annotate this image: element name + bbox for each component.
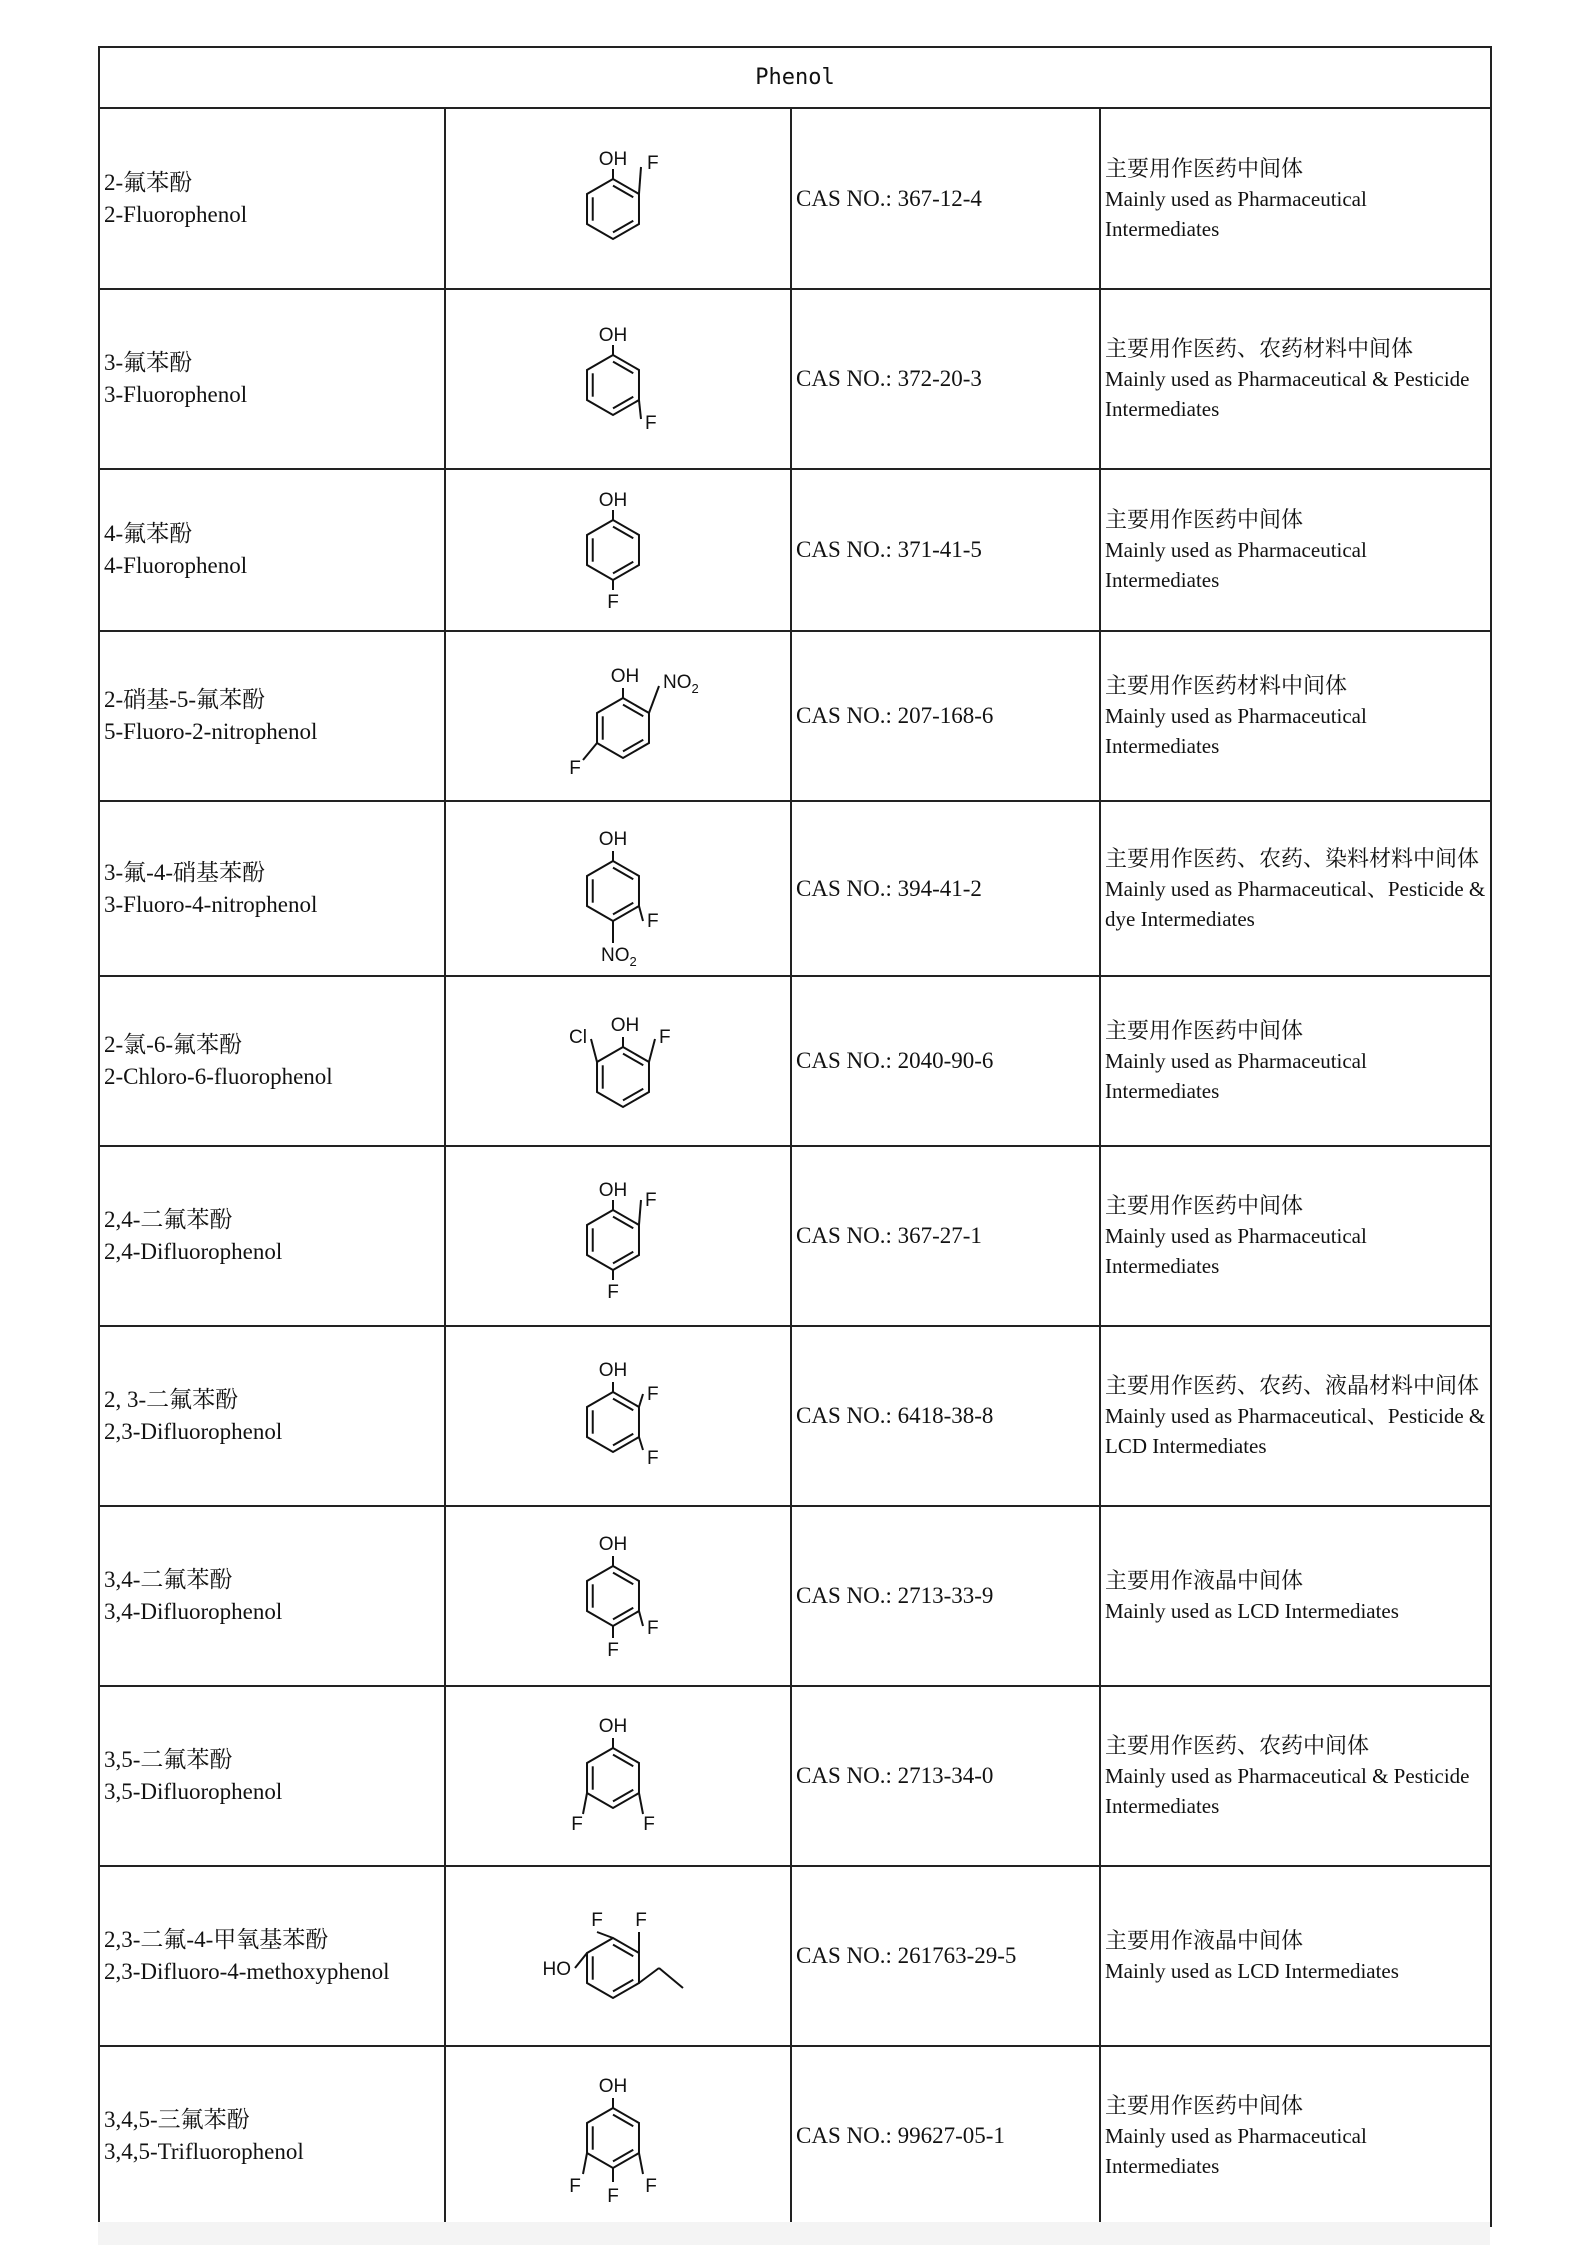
compound-name-cn: 3,5-二氟苯酚 bbox=[104, 1747, 233, 1772]
compound-name-en: 2-Chloro-6-fluorophenol bbox=[104, 1064, 333, 1089]
fluoro-label: F bbox=[591, 1910, 603, 1931]
chemical-structure-image bbox=[513, 299, 723, 459]
usage-cell bbox=[1100, 1326, 1491, 1506]
hydroxyl-label: OH bbox=[598, 2076, 628, 2097]
usage-cn: 主要用作医药、农药材料中间体 bbox=[1105, 336, 1414, 361]
compound-name-cell bbox=[99, 976, 445, 1146]
usage-en: Mainly used as Pharmaceutical Intermediates bbox=[1105, 538, 1367, 592]
hydroxyl-label: HO bbox=[542, 1959, 571, 1980]
compound-name-cn: 3,4,5-三氟苯酚 bbox=[104, 2107, 250, 2132]
structure-cell bbox=[445, 469, 791, 631]
hydroxyl-label: OH bbox=[598, 1716, 628, 1737]
hydroxyl-label: OH bbox=[598, 828, 628, 850]
hydroxyl-label: OH bbox=[598, 325, 628, 346]
usage-en: Mainly used as Pharmaceutical & Pesticide Intermediates bbox=[1105, 1764, 1470, 1818]
chemical-structure-image bbox=[513, 1336, 723, 1496]
chemical-structure-image bbox=[513, 1516, 723, 1676]
hydroxyl-label: OH bbox=[610, 666, 640, 687]
fluoro-label: F bbox=[645, 1190, 657, 1211]
compound-name-en: 3,4,5-Trifluorophenol bbox=[104, 2139, 304, 2164]
phenol-catalog-table bbox=[98, 46, 1492, 2227]
cas-number: CAS NO.: 372-20-3 bbox=[791, 289, 1100, 469]
fluoro-label: F bbox=[647, 910, 659, 932]
hydroxyl-label: OH bbox=[610, 1015, 640, 1036]
chemical-structure-image bbox=[513, 1156, 723, 1316]
usage-en: Mainly used as Pharmaceutical Intermediates bbox=[1105, 186, 1367, 241]
hydroxyl-label: OH bbox=[598, 1534, 628, 1555]
fluoro-label: F bbox=[647, 1448, 659, 1469]
fluoro-label: F bbox=[647, 1618, 659, 1639]
compound-name-cn: 3,4-二氟苯酚 bbox=[104, 1567, 233, 1592]
hydroxyl-label: OH bbox=[598, 1180, 628, 1201]
compound-name-cn: 4-氟苯酚 bbox=[104, 521, 193, 546]
table-row bbox=[99, 469, 1491, 631]
usage-en: Mainly used as LCD Intermediates bbox=[1105, 1959, 1399, 1983]
usage-cn: 主要用作医药、农药、液晶材料中间体 bbox=[1105, 1373, 1480, 1398]
compound-name-cell bbox=[99, 1686, 445, 1866]
structure-cell bbox=[445, 1866, 791, 2046]
page-bottom-shade bbox=[98, 2222, 1490, 2245]
table-row bbox=[99, 801, 1491, 976]
usage-en: Mainly used as Pharmaceutical、Pesticide & dye Intermediates bbox=[1105, 876, 1486, 931]
structure-cell bbox=[445, 108, 791, 289]
table-title: Phenol bbox=[99, 47, 1491, 108]
nitro-label: $NO_2$ bbox=[663, 672, 699, 696]
usage-en: Mainly used as Pharmaceutical & Pesticide Intermediates bbox=[1105, 367, 1470, 421]
cas-number: CAS NO.: 394-41-2 bbox=[791, 801, 1100, 976]
usage-cn: 主要用作医药中间体 bbox=[1105, 155, 1304, 181]
compound-name-en: 3-Fluoro-4-nitrophenol bbox=[104, 891, 318, 917]
cas-number: CAS NO.: 2713-33-9 bbox=[791, 1506, 1100, 1686]
usage-en: Mainly used as Pharmaceutical Intermediates bbox=[1105, 1049, 1367, 1103]
fluoro-label: F bbox=[659, 1027, 671, 1048]
chemical-structure-image bbox=[513, 636, 723, 796]
usage-cn: 主要用作医药、农药、染料材料中间体 bbox=[1105, 845, 1480, 871]
compound-name-en: 2,4-Difluorophenol bbox=[104, 1239, 283, 1264]
compound-name-cell bbox=[99, 108, 445, 289]
compound-name-cn: 2-硝基-5-氟苯酚 bbox=[104, 687, 265, 712]
compound-name-en: 2,3-Difluoro-4-methoxyphenol bbox=[104, 1959, 390, 1984]
cas-number: CAS NO.: 367-12-4 bbox=[791, 108, 1100, 289]
usage-cell bbox=[1100, 1146, 1491, 1326]
usage-cn: 主要用作液晶中间体 bbox=[1105, 1568, 1304, 1593]
usage-cell bbox=[1100, 289, 1491, 469]
fluoro-label: F bbox=[635, 1910, 647, 1931]
fluoro-label: F bbox=[645, 413, 657, 434]
fluoro-label: F bbox=[569, 758, 581, 779]
cas-number: CAS NO.: 207-168-6 bbox=[791, 631, 1100, 801]
table-header-row bbox=[99, 47, 1491, 108]
table-row bbox=[99, 1506, 1491, 1686]
usage-cell bbox=[1100, 1866, 1491, 2046]
chemical-structure-image bbox=[513, 981, 723, 1141]
hydroxyl-label: OH bbox=[598, 1360, 628, 1381]
usage-cn: 主要用作医药材料中间体 bbox=[1105, 673, 1348, 698]
compound-name-cn: 2, 3-二氟苯酚 bbox=[104, 1387, 239, 1412]
fluoro-label: F bbox=[643, 1814, 655, 1835]
compound-name-en: 2,3-Difluorophenol bbox=[104, 1419, 283, 1444]
table-row bbox=[99, 289, 1491, 469]
chemical-structure-image bbox=[513, 119, 723, 279]
fluoro-label: F bbox=[647, 1384, 659, 1405]
compound-name-cell bbox=[99, 801, 445, 976]
table-row bbox=[99, 1866, 1491, 2046]
usage-cell bbox=[1100, 801, 1491, 976]
chemical-structure-image bbox=[513, 470, 723, 630]
hydroxyl-label: OH bbox=[598, 148, 628, 170]
table-row bbox=[99, 2046, 1491, 2226]
fluoro-label: F bbox=[607, 2186, 619, 2207]
hydroxyl-label: OH bbox=[598, 490, 628, 511]
chemical-structure-image bbox=[513, 2056, 723, 2216]
compound-name-en: 4-Fluorophenol bbox=[104, 553, 248, 578]
chemical-structure-image bbox=[513, 1696, 723, 1856]
cas-number: CAS NO.: 261763-29-5 bbox=[791, 1866, 1100, 2046]
compound-name-en: 5-Fluoro-2-nitrophenol bbox=[104, 719, 318, 744]
usage-en: Mainly used as LCD Intermediates bbox=[1105, 1599, 1399, 1623]
compound-name-cell bbox=[99, 2046, 445, 2226]
structure-cell bbox=[445, 1506, 791, 1686]
table-row bbox=[99, 1146, 1491, 1326]
compound-name-cell bbox=[99, 631, 445, 801]
structure-cell bbox=[445, 1686, 791, 1866]
cas-number: CAS NO.: 6418-38-8 bbox=[791, 1326, 1100, 1506]
cas-number: CAS NO.: 367-27-1 bbox=[791, 1146, 1100, 1326]
compound-name-en: 3,5-Difluorophenol bbox=[104, 1779, 283, 1804]
usage-cell bbox=[1100, 1506, 1491, 1686]
chemical-structure-image bbox=[513, 809, 723, 969]
structure-cell bbox=[445, 631, 791, 801]
fluoro-label: F bbox=[607, 1282, 619, 1303]
table-row bbox=[99, 1686, 1491, 1866]
compound-name-cell bbox=[99, 289, 445, 469]
compound-name-cn: 3-氟苯酚 bbox=[104, 350, 193, 375]
usage-en: Mainly used as Pharmaceutical、Pesticide & LCD Intermediates bbox=[1105, 1404, 1486, 1458]
fluoro-label: F bbox=[645, 2176, 657, 2197]
compound-name-en: 3,4-Difluorophenol bbox=[104, 1599, 283, 1624]
compound-name-cn: 3-氟-4-硝基苯酚 bbox=[104, 859, 265, 885]
compound-name-en: 3-Fluorophenol bbox=[104, 382, 248, 407]
cas-number: CAS NO.: 2713-34-0 bbox=[791, 1686, 1100, 1866]
fluoro-label: F bbox=[607, 1640, 619, 1661]
compound-name-cell bbox=[99, 1326, 445, 1506]
usage-cell bbox=[1100, 976, 1491, 1146]
compound-name-cn: 2-氟苯酚 bbox=[104, 169, 193, 195]
structure-cell bbox=[445, 976, 791, 1146]
usage-cn: 主要用作医药中间体 bbox=[1105, 2093, 1304, 2118]
compound-name-cn: 2,3-二氟-4-甲氧基苯酚 bbox=[104, 1927, 329, 1952]
structure-cell bbox=[445, 2046, 791, 2226]
usage-en: Mainly used as Pharmaceutical Intermediates bbox=[1105, 704, 1367, 758]
usage-cn: 主要用作医药、农药中间体 bbox=[1105, 1733, 1370, 1758]
usage-cell bbox=[1100, 108, 1491, 289]
structure-cell bbox=[445, 1146, 791, 1326]
structure-cell bbox=[445, 1326, 791, 1506]
structure-cell bbox=[445, 801, 791, 976]
compound-name-cn: 2,4-二氟苯酚 bbox=[104, 1207, 233, 1232]
fluoro-label: F bbox=[647, 152, 659, 174]
cas-number: CAS NO.: 99627-05-1 bbox=[791, 2046, 1100, 2226]
usage-cell bbox=[1100, 2046, 1491, 2226]
usage-cn: 主要用作医药中间体 bbox=[1105, 507, 1304, 532]
cas-number: CAS NO.: 2040-90-6 bbox=[791, 976, 1100, 1146]
usage-en: Mainly used as Pharmaceutical Intermediates bbox=[1105, 1224, 1367, 1278]
compound-name-cn: 2-氯-6-氟苯酚 bbox=[104, 1032, 242, 1057]
usage-cell bbox=[1100, 631, 1491, 801]
cas-number: CAS NO.: 371-41-5 bbox=[791, 469, 1100, 631]
nitro-label: $NO_2$ bbox=[601, 944, 637, 969]
structure-cell bbox=[445, 289, 791, 469]
fluoro-label: F bbox=[607, 592, 619, 613]
compound-name-cell bbox=[99, 469, 445, 631]
fluoro-label: F bbox=[569, 2176, 581, 2197]
compound-name-cell bbox=[99, 1866, 445, 2046]
fluoro-label: F bbox=[571, 1814, 583, 1835]
usage-cn: 主要用作液晶中间体 bbox=[1105, 1928, 1304, 1953]
chloro-label: Cl bbox=[569, 1027, 587, 1048]
compound-name-en: 2-Fluorophenol bbox=[104, 201, 248, 227]
usage-cell bbox=[1100, 1686, 1491, 1866]
table-row bbox=[99, 1326, 1491, 1506]
usage-cn: 主要用作医药中间体 bbox=[1105, 1193, 1304, 1218]
usage-cell bbox=[1100, 469, 1491, 631]
compound-name-cell bbox=[99, 1506, 445, 1686]
table-row bbox=[99, 976, 1491, 1146]
table-row bbox=[99, 108, 1491, 289]
usage-en: Mainly used as Pharmaceutical Intermediates bbox=[1105, 2124, 1367, 2178]
table-row bbox=[99, 631, 1491, 801]
compound-name-cell bbox=[99, 1146, 445, 1326]
usage-cn: 主要用作医药中间体 bbox=[1105, 1018, 1304, 1043]
chemical-structure-image bbox=[513, 1876, 723, 2036]
